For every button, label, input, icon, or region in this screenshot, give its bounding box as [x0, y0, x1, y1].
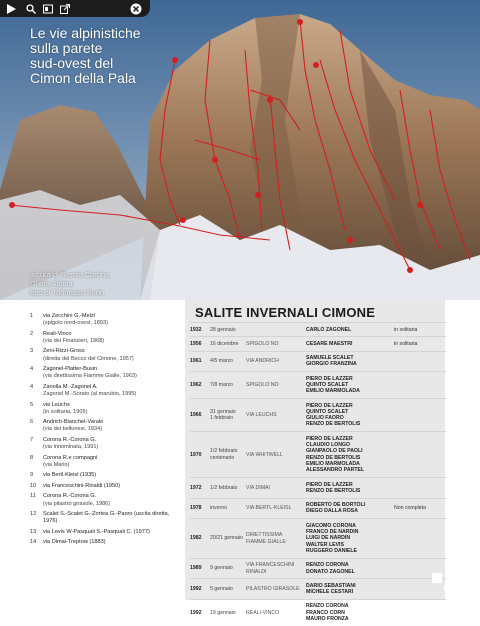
- route-item: [30, 483, 180, 490]
- mountain-photo: [0, 0, 480, 300]
- route-text: [43, 366, 180, 380]
- route-number: 12: [30, 511, 37, 518]
- route-item: [30, 331, 180, 345]
- close-icon[interactable]: [127, 0, 144, 17]
- route-name: Corona R.-Corona G.: [43, 436, 97, 443]
- layout-icon[interactable]: [39, 0, 56, 17]
- route-item: [30, 313, 180, 327]
- cell-year: 1956: [190, 340, 202, 347]
- cell-note: in solitaria: [394, 326, 418, 333]
- route-text: [43, 539, 180, 546]
- cell-date: 4/5 marzo: [210, 358, 234, 365]
- cell-date: 5 gennaio: [210, 585, 233, 592]
- route-text: [43, 402, 180, 416]
- route-detail: Zagonel M.-Sorato (al marubio, 1995): [43, 391, 137, 398]
- route-detail: (in solitaria, 1905): [43, 408, 88, 415]
- viewer-toolbar: [0, 0, 150, 17]
- photo-title-line: sud-ovest del: [30, 55, 114, 71]
- route-text: [43, 455, 180, 469]
- route-text: [43, 331, 180, 345]
- cell-date: 28 gennaio: [210, 326, 236, 333]
- photo-title: [30, 26, 170, 86]
- photo-credit: [30, 270, 109, 297]
- table-row: [190, 477, 446, 498]
- table-row: [190, 599, 446, 626]
- route-item: [30, 384, 180, 398]
- table-row: [190, 322, 446, 336]
- cell-date: 9 gennaio: [210, 565, 233, 572]
- route-number: 8: [30, 454, 34, 461]
- cell-year: 1970: [190, 451, 202, 458]
- route-name: Zanolla M.-Zagonel A.: [43, 383, 98, 390]
- cell-climbers: RENZO CORONA FRANCO CORN MAURO FRONZA: [306, 603, 349, 623]
- cell-route: VIA BERTL-KLEISL: [246, 505, 292, 512]
- cell-year: 1966: [190, 412, 202, 419]
- table-row: [190, 398, 446, 431]
- cell-climbers: PIERO DE LAZZER RENZO DE BERTOLIS: [306, 481, 361, 494]
- search-icon[interactable]: [22, 0, 39, 17]
- cell-route: VIA FRANCESCHINI RINALDI: [246, 562, 295, 575]
- route-text: [43, 313, 180, 327]
- cell-year: 1978: [190, 505, 202, 512]
- route-detail: (via dei bellunesi, 1934): [43, 426, 103, 433]
- route-number: 4: [30, 383, 34, 390]
- route-detail: (via pilastro girasole, 1986): [43, 500, 111, 507]
- cell-climbers: PIERO DE LAZZER QUINTO SCALET GIULIO FAORO RENZO DE BERTOLIS: [306, 402, 361, 428]
- route-name: via Dimai-Treptow (1883): [43, 539, 106, 546]
- route-name: Zagonel-Platter-Busin: [43, 366, 98, 373]
- route-text: [43, 529, 180, 536]
- route-number: 11: [30, 493, 36, 500]
- route-item: [30, 348, 180, 362]
- cell-date: 1/2 febbraio: [210, 484, 238, 491]
- cell-route: VIA WHITWELL: [246, 451, 283, 458]
- cell-route: VIA LEUCHS: [246, 412, 277, 419]
- photo-title-line: sulla parete: [30, 40, 103, 56]
- route-item: [30, 511, 180, 525]
- winter-ascents-table: [190, 322, 446, 626]
- route-name: Corona R.e compagni: [43, 454, 98, 461]
- route-name: via Franceschini-Rinaldi (1950): [43, 482, 121, 489]
- photo-title-line: Le vie alpinistiche: [30, 25, 141, 41]
- route-text: [43, 437, 180, 451]
- route-name: via Bertl-Kleisl (1935): [43, 472, 97, 479]
- route-text: [43, 384, 180, 398]
- route-number: 14: [30, 539, 37, 546]
- cell-year: 1992: [190, 585, 202, 592]
- route-number: 1: [30, 313, 34, 319]
- route-name: via Leuchs: [43, 401, 70, 408]
- route-name: Corona R.-Corona G.: [43, 493, 97, 500]
- cell-date: 31 gennaio 1 febbraio: [210, 408, 236, 422]
- cell-route: VIA DIMAI: [246, 484, 270, 491]
- cell-year: 1932: [190, 326, 202, 333]
- route-text: [43, 493, 180, 507]
- table-row: [190, 578, 446, 599]
- route-item: [30, 455, 180, 469]
- route-number: 6: [30, 419, 34, 426]
- route-list: [30, 313, 180, 550]
- route-name: via Zecchini G.-Melzi: [43, 313, 95, 319]
- route-text: [43, 419, 180, 433]
- cell-climbers: DARIO SEBASTIANI MICHELE CESTARI: [306, 582, 356, 596]
- route-detail: (via innominata, 1991): [43, 444, 99, 451]
- cell-date: inverno: [210, 505, 228, 512]
- credit-line: Guida Alpina: [30, 279, 73, 288]
- cell-climbers: CARLO ZAGONEL: [306, 326, 352, 333]
- table-title: SALITE INVERNALI CIMONE: [195, 305, 376, 320]
- cell-year: 1962: [190, 381, 202, 388]
- route-text: [43, 348, 180, 362]
- cell-climbers: ROBERTO DE BORTOLI DIEGO DALLA ROSA: [306, 502, 366, 515]
- cell-year: 1982: [190, 535, 202, 542]
- route-number: 10: [30, 482, 37, 489]
- cell-climbers: PIERO DE LAZZER QUINTO SCALET EMILIO MARMOLADA: [306, 375, 360, 395]
- route-text: [43, 483, 180, 490]
- route-item: [30, 472, 180, 479]
- table-row: [190, 558, 446, 579]
- cell-year: 1992: [190, 609, 202, 616]
- route-text: [43, 511, 180, 525]
- route-name: Scalet S.-Scalet G.-Zortea G.-Paoro (uscita diretta, 1976): [43, 511, 170, 525]
- decorative-square: [444, 585, 450, 591]
- cell-route: SPIGOLO NO: [246, 381, 279, 388]
- cell-climbers: CESARE MAESTRI: [306, 340, 353, 347]
- cell-date: 16 dicembre: [210, 340, 239, 347]
- route-number: 5: [30, 401, 34, 408]
- cell-date: 1/2 febbraio centenario: [210, 448, 238, 461]
- share-icon[interactable]: [56, 0, 73, 17]
- cell-date: 20/21 gennaio: [210, 535, 243, 542]
- route-name: via Levis W-Pasquali S.-Pasquali C. (1977): [43, 528, 150, 535]
- decorative-square: [432, 573, 442, 583]
- route-item: [30, 402, 180, 416]
- cell-date: 19 gennaio: [210, 609, 236, 616]
- cell-note: Non completa: [394, 505, 427, 512]
- route-detail: (diretta del Becco del Cimone, 1957): [43, 355, 134, 362]
- route-name: Reali-Vinco: [43, 330, 72, 337]
- route-number: 9: [30, 472, 34, 479]
- route-detail: (spigolo nord-ovest, 1893): [43, 320, 108, 327]
- route-item: [30, 539, 180, 546]
- cell-climbers: GIACOMO CORONA FRANCO DE NARDIN LUIGI DE NARDIN WALTER LEVIS RUGGERO DANIELE: [306, 522, 359, 554]
- route-text: [43, 472, 180, 479]
- credit-line: a cura di Renzo Corona: [30, 270, 110, 279]
- photo-title-line: Cimon della Pala: [30, 70, 136, 86]
- route-number: 4: [30, 366, 34, 373]
- cell-route: PILASTRO GIRASOLE: [246, 585, 300, 592]
- credit-line: foto di Tommaso Forin: [30, 288, 105, 297]
- cell-route: VIA ANDRICH: [246, 358, 279, 365]
- route-name: Andrich-Bianchet-Varale: [43, 419, 104, 426]
- route-number: 13: [30, 528, 37, 535]
- cell-year: 1989: [190, 565, 202, 572]
- cell-note: in solitaria: [394, 340, 418, 347]
- route-item: [30, 493, 180, 507]
- table-row: [190, 498, 446, 519]
- route-item: [30, 366, 180, 380]
- cell-date: 7/8 marzo: [210, 381, 234, 388]
- cell-climbers: PIERO DE LAZZER CLAUDIO LONGO GIANPAOLO DE PAOLI RENZO DE BERTOLIS EMILIO MARMOLADA ALESSANDRO PARTEL: [306, 435, 365, 474]
- cell-year: 1961: [190, 358, 202, 365]
- route-item: [30, 437, 180, 451]
- cell-route: DIRETTISSIMA FIAMME GIALLE: [246, 532, 286, 545]
- route-item: [30, 419, 180, 433]
- table-row: [190, 518, 446, 558]
- route-number: 2: [30, 330, 34, 337]
- route-detail: (via Mario): [43, 461, 70, 468]
- route-item: [30, 529, 180, 536]
- table-row: [190, 336, 446, 350]
- play-icon[interactable]: [0, 0, 22, 17]
- cell-year: 1972: [190, 484, 202, 491]
- cell-route: SPIGOLO NO: [246, 340, 279, 347]
- route-detail: (via dei Finanzieri, 1968): [43, 337, 105, 344]
- cell-route: REALI-VINCO: [246, 609, 280, 616]
- route-number: 7: [30, 436, 34, 443]
- table-row: [190, 431, 446, 477]
- route-number: 3: [30, 348, 34, 355]
- cell-climbers: SAMUELE SCALET GIORGIO FRANZINA: [306, 355, 357, 368]
- route-detail: (via direttissima Fiamme Gialle, 1963): [43, 373, 137, 380]
- cell-climbers: RENZO CORONA DONATO ZAGONEL: [306, 562, 355, 575]
- table-row: [190, 371, 446, 398]
- route-name: Zeni-Rizzi-Gross: [43, 348, 85, 355]
- table-row: [190, 351, 446, 372]
